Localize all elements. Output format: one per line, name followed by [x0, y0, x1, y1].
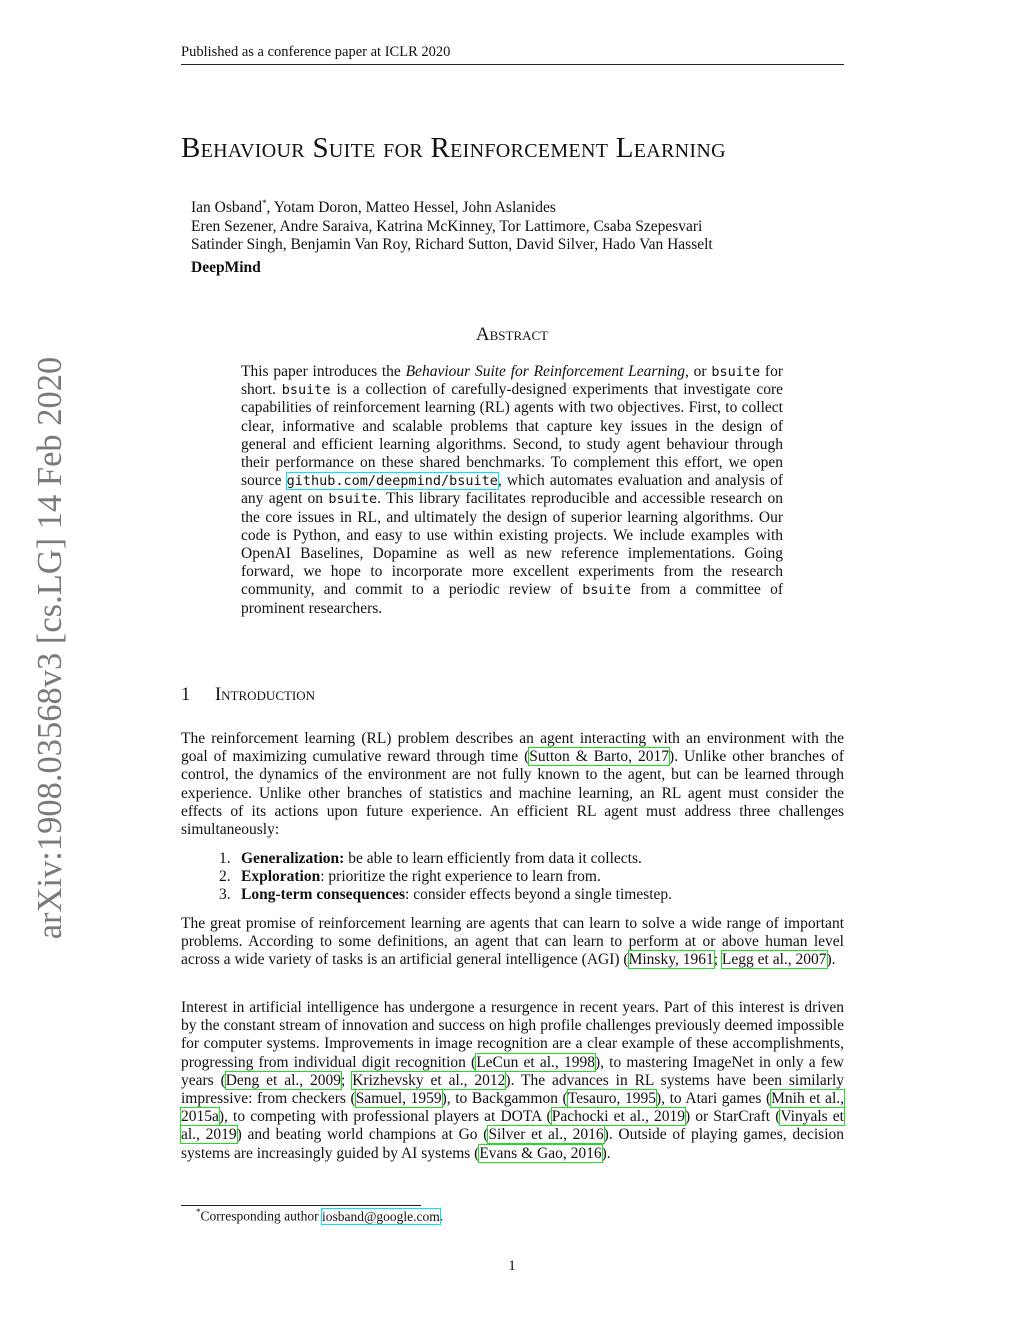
intro-paragraph-1 — [181, 730, 844, 839]
abstract-heading: Abstract — [475, 324, 549, 345]
citation-link[interactable]: Legg et al., 2007 — [721, 951, 827, 969]
item-term: Exploration — [241, 868, 321, 886]
citation-link[interactable]: Evans & Gao, 2016 — [479, 1144, 602, 1162]
author-line-3: Satinder Singh, Benjamin Van Roy, Richard Sutton, David Silver, Hado Van Hasselt — [191, 236, 713, 253]
affiliation: DeepMind — [191, 259, 261, 276]
item-term: Long-term consequences — [241, 886, 406, 904]
item-term: Generalization: — [241, 850, 345, 867]
challenge-list — [219, 850, 672, 905]
list-item — [219, 886, 672, 904]
intro-paragraph-3 — [181, 999, 844, 1163]
citation-link[interactable]: Mnih et al., 2015a — [181, 1090, 844, 1126]
github-link[interactable]: github.com/deepmind/bsuite — [286, 473, 498, 490]
para-text: ), to mastering ImageNet in only a few years ( — [181, 1053, 845, 1089]
author-line-1-rest: , Yotam Doron, Matteo Hessel, John Aslanides — [266, 199, 556, 216]
para-text: Interest in artificial intelligence has undergone a resurgence in recent years. Part of this interest is driven by the constant stream of innovation and success on high profile challenges previously deemed impossible for computer systems. Improvements in image recognition are a clear example of these accomplishments, progressing from individual digit recognition ( — [181, 999, 844, 1071]
intro-paragraph-2 — [181, 915, 844, 970]
author-list — [191, 194, 713, 255]
running-head: Published as a conference paper at ICLR 2020 — [181, 44, 451, 60]
abstract-text: for short. — [241, 363, 783, 399]
abstract-text: , or — [685, 363, 712, 380]
citation-link[interactable]: Silver et al., 2016 — [488, 1126, 604, 1144]
citation-link[interactable]: Pachocki et al., 2019 — [551, 1108, 685, 1126]
citation-link[interactable]: Sutton & Barto, 2017 — [529, 748, 670, 766]
code-bsuite: bsuite — [328, 491, 378, 508]
para-text: The reinforcement learning (RL) problem describes an agent interacting with an environment with the goal of maximizing cumulative reward through time ( — [181, 730, 844, 766]
suite-name: Behaviour Suite for Reinforcement Learning — [405, 363, 685, 380]
author-line-2: Eren Sezener, Andre Saraiva, Katrina McKinney, Tor Lattimore, Csaba Szepesvari — [191, 217, 703, 235]
email-link[interactable]: iosband@google.com — [321, 1208, 440, 1224]
para-text: ). — [601, 1144, 611, 1162]
header-rule — [181, 64, 844, 65]
abstract-body — [241, 363, 783, 618]
para-text: ). The advances in RL systems have been similarly impressive: from checkers ( — [181, 1071, 844, 1108]
code-bsuite: bsuite — [582, 582, 632, 599]
para-text: ) and beating world champions at Go ( — [236, 1126, 489, 1144]
list-item — [219, 868, 672, 886]
citation-link[interactable]: Samuel, 1959 — [355, 1090, 442, 1108]
item-number: 1. — [219, 850, 231, 867]
footnote — [196, 1207, 443, 1225]
item-text: : prioritize the right experience to learn from. — [320, 868, 601, 886]
author-line-1 — [191, 194, 713, 218]
abstract-text: from a committee of prominent researchers. — [241, 581, 784, 617]
citation-link[interactable]: LeCun et al., 1998 — [476, 1053, 595, 1071]
footnote-text: Corresponding author — [200, 1208, 322, 1224]
para-text: ) or StarCraft ( — [684, 1108, 781, 1126]
citation-link[interactable]: Deng et al., 2009 — [225, 1071, 342, 1089]
section-title: Introduction — [215, 685, 316, 705]
citation-link[interactable]: Vinyals et al., 2019 — [181, 1108, 844, 1144]
page-number: 1 — [508, 1258, 516, 1274]
abstract-text: This paper introduces the — [241, 363, 406, 380]
item-text: be able to learn efficiently from data it collects. — [344, 850, 642, 867]
para-text: ). — [826, 951, 836, 969]
section-heading — [181, 685, 315, 706]
para-text: ; — [713, 951, 722, 969]
para-text: The great promise of reinforcement learning are agents that can learn to solve a wide range of important problems. According to some definitions, an agent that can learn to perform at or above human level across a wide variety of tasks is an artificial general intelligence (AGI) ( — [181, 915, 844, 969]
citation-link[interactable]: Krizhevsky et al., 2012 — [352, 1071, 506, 1089]
abstract-text: is a collection of carefully-designed experiments that investigate core capabilities of reinforcement learning (RL) agents with two objectives. First, to collect clear, informative and scalable problems that capture key issues in the design of general and efficient learning algorithms. Second, to study agent behaviour through their performance on these shared benchmarks. To complement this effort, we open source — [241, 381, 784, 490]
footnote-mark[interactable]: * — [262, 198, 267, 208]
citation-link[interactable]: Tesauro, 1995 — [567, 1090, 656, 1108]
code-bsuite: bsuite — [281, 382, 331, 399]
para-text: ), to Atari games ( — [656, 1090, 772, 1108]
footnote-end: . — [439, 1208, 444, 1224]
para-text: ), to competing with professional players at DOTA ( — [218, 1108, 552, 1126]
item-text: : consider effects beyond a single timestep. — [405, 886, 673, 904]
abstract-text: , which automates evaluation and analysis of any agent on — [241, 472, 783, 508]
arxiv-stamp: arXiv:1908.03568v3 [cs.LG] 14 Feb 2020 — [31, 356, 69, 940]
list-item — [219, 850, 672, 868]
item-number: 3. — [219, 886, 231, 904]
item-number: 2. — [219, 868, 231, 886]
abstract-text: . This library facilitates reproducible and accessible research on the core issues in RL, and ultimately the design of superior learning algorithms. Our code is Python, and easy to use within existing projects. We include examples with OpenAI Baselines, Dopamine as well as new reference implementations. Going forward, we hope to incorporate more excellent experiments from the research community, and commit to a periodic review of — [241, 490, 783, 599]
footnote-mark: * — [196, 1207, 201, 1217]
code-bsuite: bsuite — [711, 364, 761, 380]
para-text: ). Outside of playing games, decision systems are increasingly guided by AI systems ( — [181, 1126, 844, 1162]
first-author: Ian Osband — [191, 199, 263, 216]
para-text: ), to Backgammon ( — [441, 1090, 568, 1108]
footnote-rule — [181, 1205, 421, 1206]
para-text: ). Unlike other branches of control, the dynamics of the environment are not fully known to the agent, but can be learned through experience. Unlike other branches of statistics and machine learning, an RL agent must consider the effects of its actions upon future experience. An efficient RL agent must address three challenges simultaneously: — [181, 748, 844, 839]
para-text: ; — [341, 1071, 353, 1089]
paper-title: Behaviour Suite for Reinforcement Learning — [181, 132, 726, 164]
citation-link[interactable]: Minsky, 1961 — [628, 951, 714, 969]
section-number: 1 — [181, 685, 191, 705]
